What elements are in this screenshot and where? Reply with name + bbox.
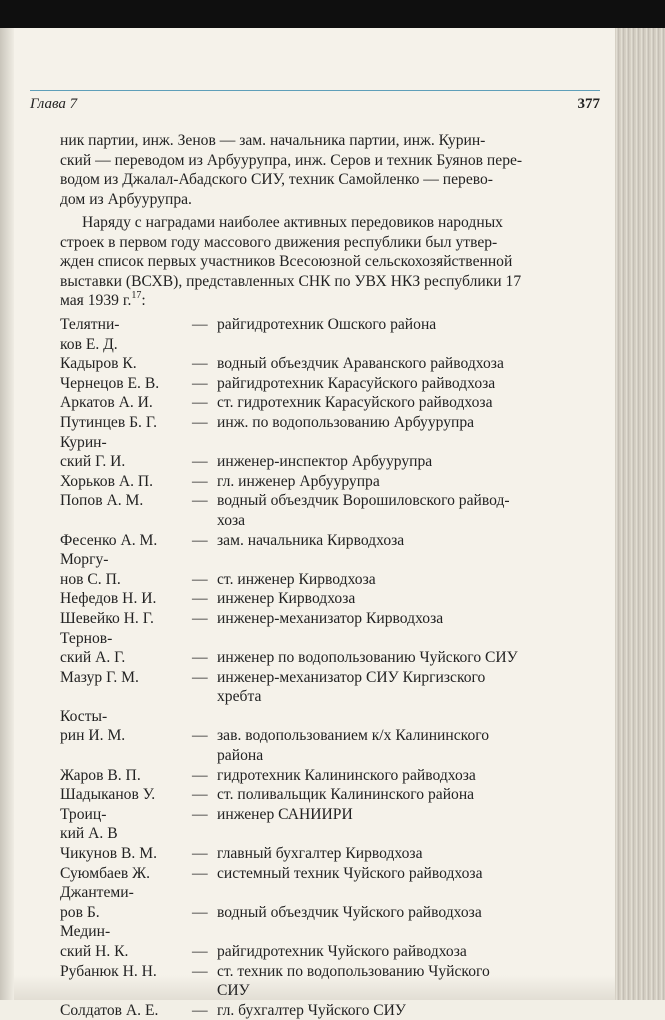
participant-role: инженер-механизатор СИУ Киргизского [217,668,486,686]
dash-separator: — [192,355,208,373]
participant-role: хоза [217,511,246,529]
participant-role: ст. инженер Кирводхоза [217,570,376,588]
dash-separator: — [192,805,208,823]
text-line: ник партии, инж. Зенов — зам. начальника партии, инж. Курин- [60,132,486,149]
participant-name: Медин- [60,923,111,941]
participant-name: Чикунов В. М. [60,845,157,863]
list-row [60,844,580,864]
participant-role: ст. поливальщик Калининского района [217,786,475,804]
list-row [60,315,580,335]
participant-name: ров Б. [60,903,100,921]
list-row [60,805,580,825]
list-row [60,668,580,688]
list-row [60,942,580,962]
participant-role: инженер-механизатор Кирводхоза [217,609,444,627]
dash-separator: — [192,943,208,960]
list-row [60,433,580,453]
dash-separator: — [192,903,208,921]
participant-name: Шадыканов У. [60,786,156,804]
participant-name: Тернов- [60,629,113,647]
text-line: ский — переводом из Арбуурупра, инж. Серов и техник Буянов пере- [60,151,523,169]
participant-role: хребта [217,688,262,706]
participant-role: инженер по водопользованию Чуйского СИУ [217,649,518,667]
participant-name: Путинцев Б. Г. [60,413,157,431]
list-row [60,609,580,629]
participants-list [60,315,580,1020]
participant-role: района [217,747,264,765]
dash-separator: — [192,845,208,863]
list-row [60,726,580,746]
participant-name: Попов А. М. [60,492,144,510]
participant-name: Суюмбаев Ж. [60,864,151,882]
participant-name: Фесенко А. М. [60,531,158,549]
participant-name: Чернецов Е. В. [60,374,160,392]
dash-separator: — [192,1001,208,1019]
list-row [60,922,580,942]
list-row [60,903,580,923]
paragraph-vshv [60,213,570,311]
dash-separator: — [192,413,208,431]
list-row [60,354,580,374]
list-row [60,413,580,433]
list-row [60,374,580,394]
dash-separator: — [192,962,208,980]
participant-name: Солдатов А. Е. [60,1001,159,1019]
text-line: жден список первых участников Всесоюзной сельскохозяйственной [60,253,513,271]
list-row [60,550,580,570]
participant-role: гидротехник Калининского райводхоза [217,766,476,784]
participant-name: рин И. М. [60,727,126,745]
list-row [60,335,580,355]
text-line: водом из Джалал-Абадского СИУ, техник Самойленко — перево- [60,171,493,189]
participant-name: Шевейко Н. Г. [60,609,154,627]
participant-role: водный объездчик Араванского райводхоза [217,355,504,373]
participant-name: Косты- [60,707,108,725]
dash-separator: — [192,668,208,686]
text-line: дом из Арбуурупра. [60,190,192,208]
participant-role: ст. техник по водопользованию Чуйского [217,962,490,980]
dash-separator: — [192,453,208,471]
list-row [60,687,580,707]
page-number: 377 [577,96,600,112]
participant-name: ский Г. И. [60,453,126,471]
participant-name: Хорьков А. П. [60,472,154,490]
dash-separator: — [192,394,208,412]
dash-separator: — [192,492,208,510]
list-row [60,1001,580,1020]
chapter-title: Глава 7 [30,96,78,112]
participant-name: ков Е. Д. [60,335,118,353]
dash-separator: — [192,727,208,745]
list-row [60,531,580,551]
participant-name: кий А. В [60,825,118,843]
participant-name: Кадыров К. [60,355,137,373]
list-row [60,491,580,511]
text-fragment: : [141,292,146,310]
participant-role: водный объездчик Ворошиловского райвод- [217,492,510,510]
dash-separator: — [192,864,208,882]
list-row [60,589,580,609]
list-row [60,707,580,727]
list-row [60,629,580,649]
text-line: Наряду с наградами наиболее активных передовиков народных [82,214,503,231]
binding-shadow [0,28,14,1000]
participant-role: инженер САНИИРИ [217,805,353,823]
dash-separator: — [192,570,208,588]
header-rule [30,90,600,91]
participant-name: Аркатов А. И. [60,394,153,412]
scan-top-border [0,0,665,28]
participant-role: гл. инженер Арбуурупра [217,472,380,490]
participant-role: инженер Кирводхоза [217,590,356,608]
dash-separator: — [192,374,208,392]
list-row [60,472,580,492]
footnote-ref: 17 [131,290,142,302]
participant-role: системный техник Чуйского райводхоза [217,864,483,882]
participant-name: Курин- [60,433,107,451]
participant-role: ст. гидротехник Карасуйского райводхоза [217,394,493,412]
list-row [60,981,580,1001]
list-row [60,570,580,590]
list-row [60,883,580,903]
list-row [60,511,580,531]
participant-name: Мазур Г. М. [60,668,139,686]
participant-role: зав. водопользованием к/х Калининского [217,727,490,745]
dash-separator: — [192,766,208,784]
participant-role: инженер-инспектор Арбуурупра [217,453,433,471]
list-row [60,824,580,844]
dash-separator: — [192,531,208,549]
dash-separator: — [192,590,208,608]
dash-separator: — [192,609,208,627]
list-row [60,648,580,668]
participant-name: Жаров В. П. [60,766,141,784]
participant-role: гл. бухгалтер Чуйского СИУ [217,1001,406,1019]
text-fragment: мая 1939 г. [60,292,132,310]
dash-separator: — [192,649,208,667]
participant-name: ский А. Г. [60,649,126,667]
list-row [60,746,580,766]
participant-role: инж. по водопользованию Арбуурупра [217,413,475,431]
text-line: выставки (ВСХВ), представленных СНК по УВХ НКЗ республики 17 [60,272,522,290]
page-edges [615,28,665,1000]
list-row [60,785,580,805]
participant-name: Нефедов Н. И. [60,590,157,608]
participant-name: нов С. П. [60,570,121,588]
participant-role: зам. начальника Кирводхоза [217,531,405,549]
participant-role: райгидротехник Ошского района [217,316,437,333]
list-row [60,864,580,884]
list-row [60,452,580,472]
participant-role: главный бухгалтер Кирводхоза [217,845,423,863]
participant-name: Моргу- [60,551,109,569]
participant-name: Джантеми- [60,884,134,902]
participant-role: водный объездчик Чуйского райводхоза [217,903,482,921]
participant-role: райгидротехник Чуйского райводхоза [217,943,467,960]
dash-separator: — [192,316,208,333]
dash-separator: — [192,472,208,490]
text-line: строек в первом году массового движения республики был утвер- [60,233,498,251]
participant-name: Телятни- [60,316,120,333]
text-line-last [60,291,570,311]
participant-name: Рубанюк Н. Н. [60,962,157,980]
participant-role: СИУ [217,982,250,1000]
dash-separator: — [192,786,208,804]
participant-name: Троиц- [60,805,107,823]
participant-name: ский Н. К. [60,943,129,960]
list-row [60,766,580,786]
list-row [60,393,580,413]
participant-role: райгидротехник Карасуйского райводхоза [217,374,496,392]
paragraph-continued [60,131,570,209]
list-row [60,962,580,982]
